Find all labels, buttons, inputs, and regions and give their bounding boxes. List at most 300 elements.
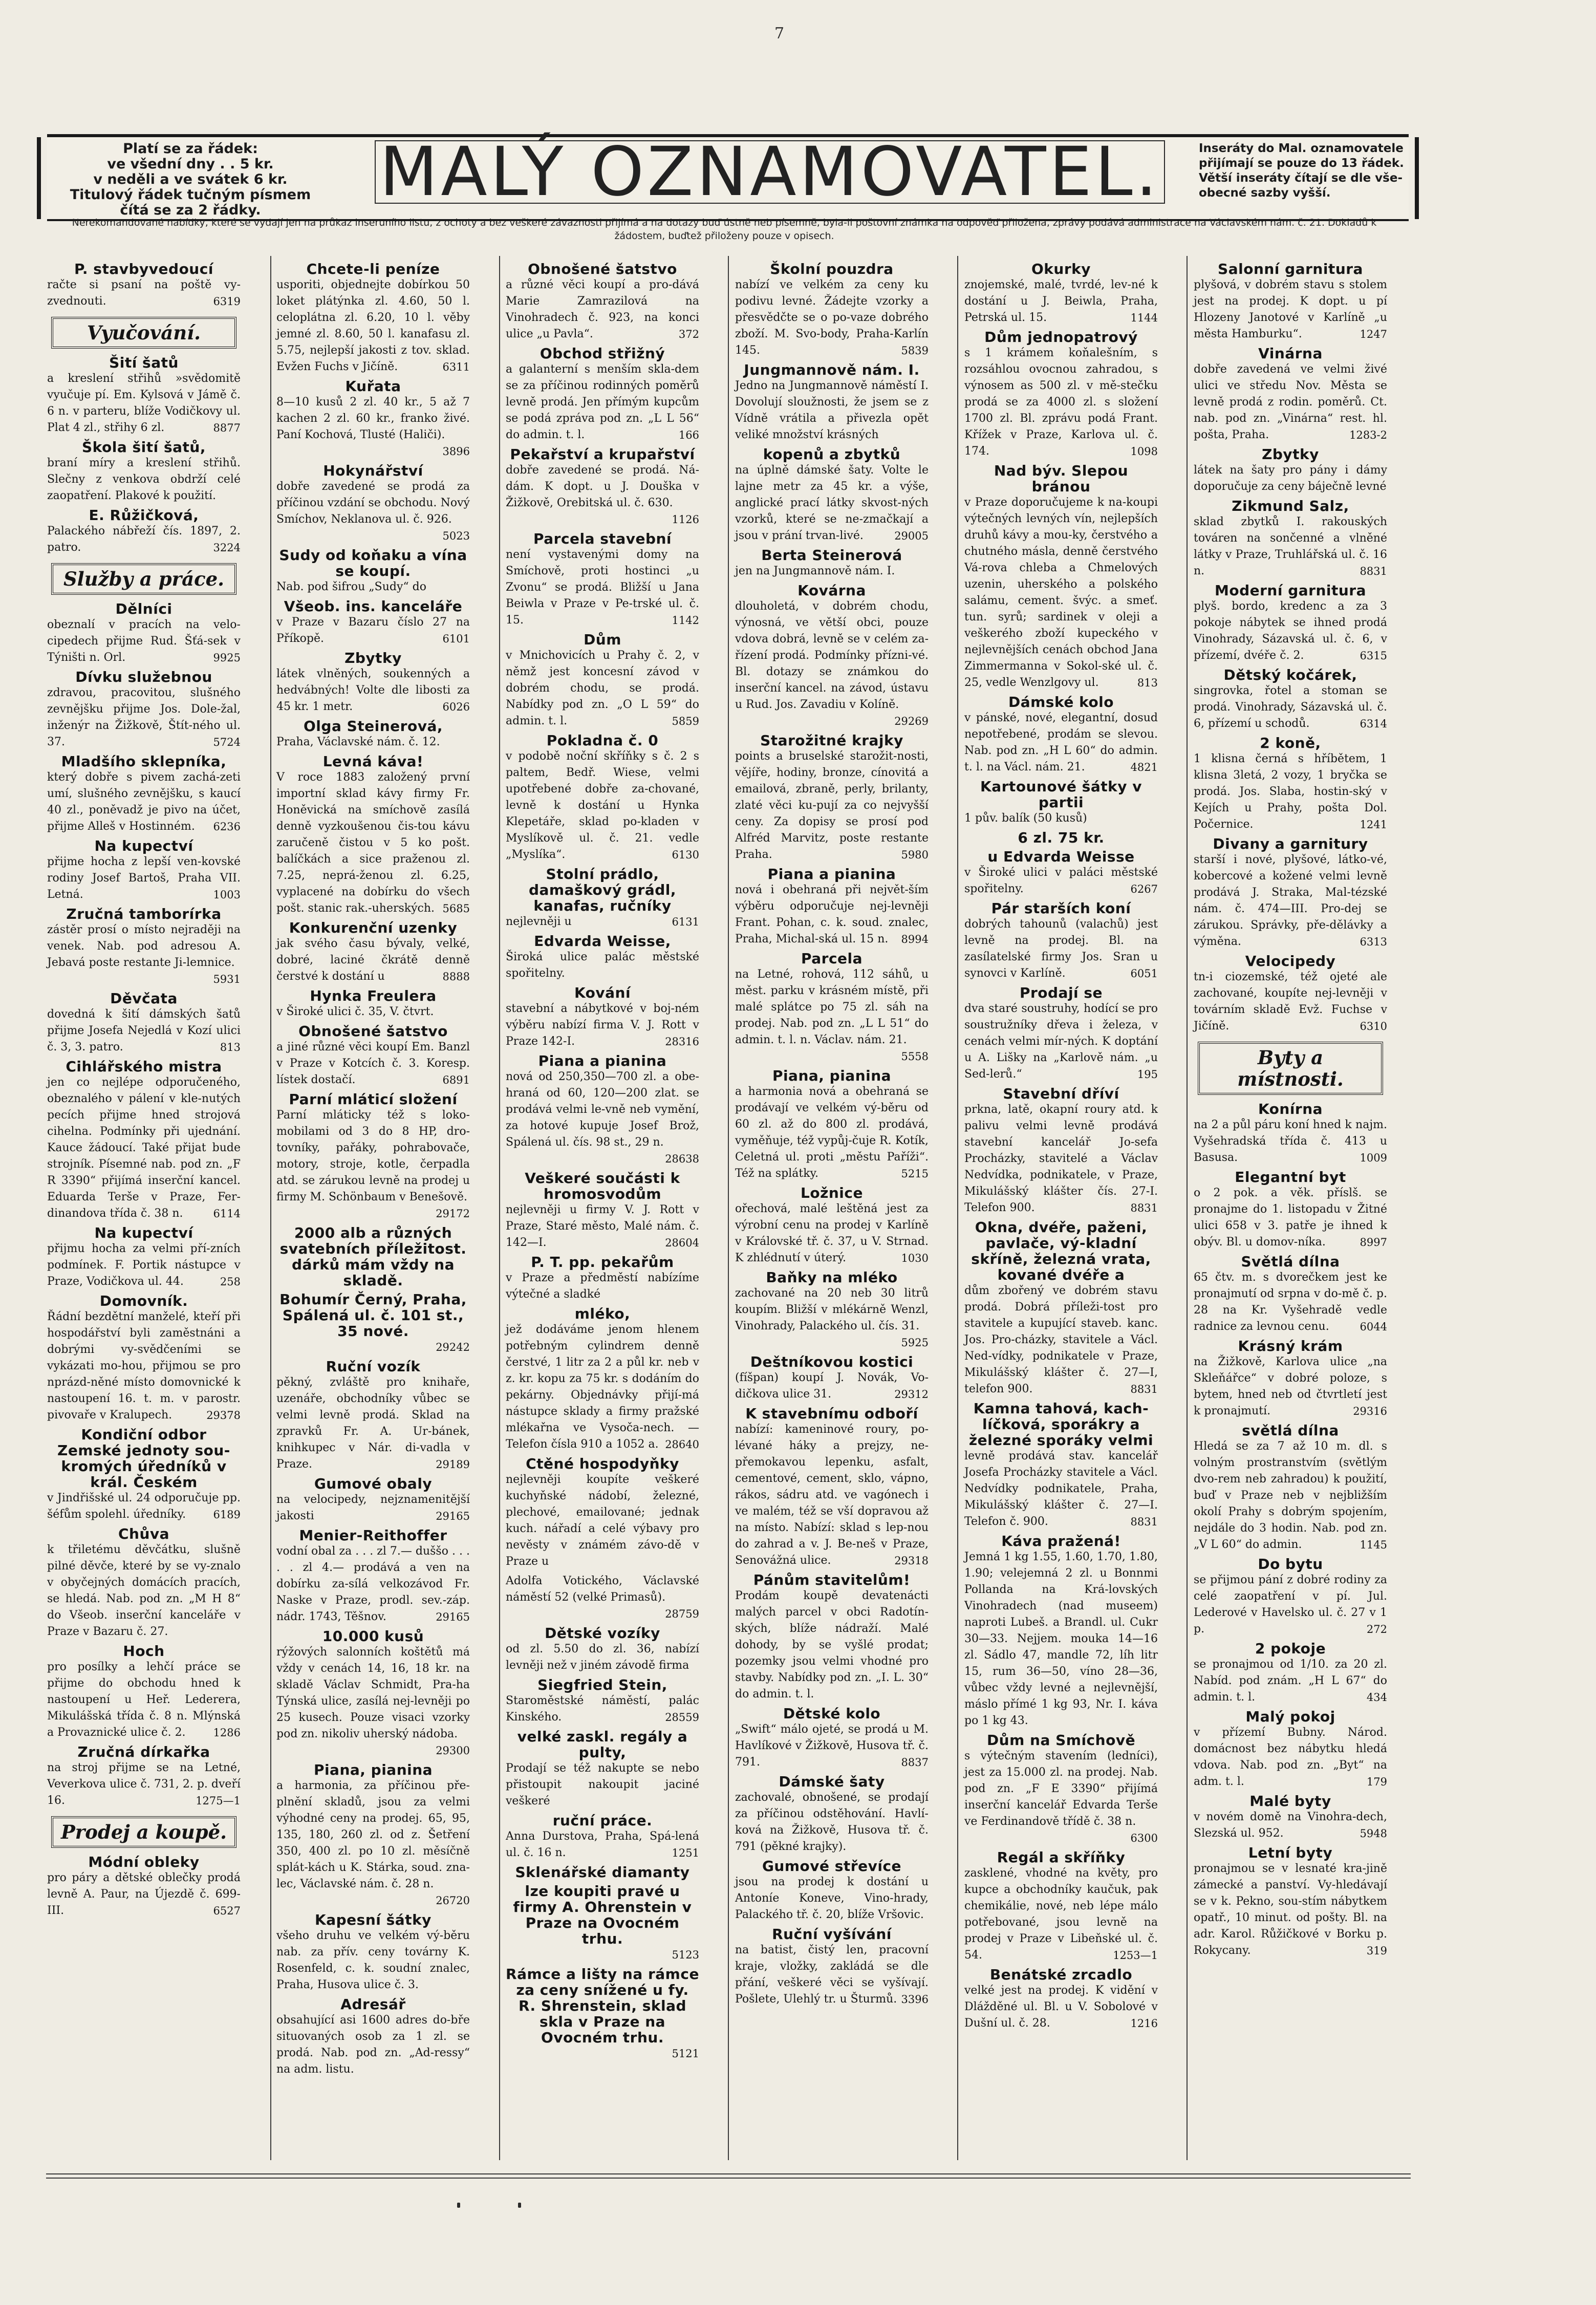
ad-code: 1142 — [672, 614, 699, 627]
ad-code: 5925 — [901, 1337, 929, 1349]
ad-code: 179 — [1366, 1776, 1387, 1788]
ad-code: 1030 — [901, 1252, 929, 1264]
ad-headline: Zručná tamborírka — [66, 906, 222, 922]
ad-code: 29378 — [206, 1409, 241, 1421]
classified-ad — [276, 1225, 470, 1288]
ad-headline: Chůva — [118, 1525, 170, 1542]
classified-ad — [735, 866, 929, 947]
ad-body: přijmu hocha za velmi pří-zních podmínek. F. Portik nástupce v Praze, Vodičkova ul. 44. — [47, 1242, 241, 1288]
classified-ad — [735, 446, 929, 544]
classified-column — [735, 261, 929, 2011]
classified-ad — [506, 1456, 699, 1570]
ad-body: nová od 250,350—700 zl. a obe-hraná od 60, 120—200 zlat. se prodává velmi le-vně neb vymění, za hotové kupuje Josef Brož, Spálená ul. čís. 98 st., 29 n. — [506, 1070, 699, 1149]
ad-code: 8994 — [901, 933, 929, 945]
ad-headline: Nad býv. Slepou bránou — [994, 462, 1129, 495]
ad-code: 6315 — [1360, 650, 1387, 662]
ad-headline: Hoch — [123, 1643, 165, 1660]
classified-ad — [47, 261, 241, 310]
ad-code: 29312 — [894, 1388, 929, 1401]
ad-headline: Regál a skříňky — [997, 1849, 1126, 1866]
ad-headline: Kování — [574, 984, 631, 1001]
classified-ad — [735, 362, 929, 443]
ad-headline: Jungmannově nám. I. — [744, 361, 920, 378]
ad-code: 6311 — [442, 361, 470, 373]
ad-code: 4821 — [1130, 761, 1158, 773]
ad-body: se přijmou pání z dobré rodiny za celé zaopatření v pí. Jul. Lederové v Havelsko ul. č. 27 v 1 p. — [1194, 1574, 1387, 1635]
classified-ad — [47, 1293, 241, 1424]
ad-body: v Praze v Bazaru číslo 27 na Příkopě. — [276, 616, 470, 645]
ad-headline: ruční práce. — [552, 1812, 653, 1829]
ad-body: dobře zavedená ve velmi živé ulici ve středu Nov. Města se levně prodá z rodin. poměrů. Ct. nab. pod zn. „Vinárna“ rest. hl. pošta, Praha. — [1194, 363, 1387, 441]
ad-headline: Olga Steinerová, — [304, 718, 443, 735]
classified-ad — [735, 1706, 929, 1771]
ad-body: v podobě noční skříňky s č. 2 s paltem, Bedř. Wiese, velmi upotřebené dobře za-chované, levně k dostání u Hynka Klepetáře, sklad po-kladen v Myslíkově ul. č. 21. vedle „Myslíka“. — [506, 750, 699, 861]
classified-ad — [506, 1813, 699, 1861]
ad-headline: světlá dílna — [1242, 1422, 1339, 1439]
classified-ad — [506, 446, 699, 528]
classified-ad — [964, 1533, 1158, 1729]
classified-column — [47, 261, 241, 1922]
ad-headline: Obnošené šatstvo — [528, 261, 677, 277]
ad-headline: Dětské vozíky — [545, 1625, 660, 1642]
ad-code: 1098 — [1130, 445, 1158, 458]
ad-headline: Zbytky — [344, 650, 402, 666]
ad-body: pronajmou se v lesnaté kra-jině zámecké a panství. Vy-hledávají se v k. Pekno, sou-stím nábytkem opatř., 10 minut. od pošty. Bl. na adr. Karol. Růžičkové v Borku p. Rokycany. — [1194, 1862, 1387, 1957]
ad-code: 29005 — [894, 530, 929, 542]
classified-ad — [964, 463, 1158, 691]
classified-ad — [506, 933, 699, 982]
ad-body: nejlevněji u — [506, 915, 572, 928]
classified-ad — [1194, 836, 1387, 950]
classified-ad — [47, 1854, 241, 1919]
ad-headline: mléko, — [574, 1305, 631, 1322]
ad-body: braní míry a kreslení střihů. Slečny z venkova obdrží celé zaopatření. Plakové k použití. — [47, 457, 241, 502]
ad-headline: 6 zl. 75 kr. — [1018, 829, 1105, 846]
ad-body: pro páry a dětské oblečky prodá levně A. Paur, na Újezdě č. 699-III. — [47, 1871, 241, 1917]
ad-code: 8837 — [901, 1756, 929, 1769]
ad-code: 5558 — [901, 1050, 929, 1063]
section-heading: Byty a místnosti. — [1198, 1042, 1383, 1095]
ad-code: 6130 — [672, 849, 699, 861]
classified-ad — [276, 1996, 470, 2078]
ad-body: na Žižkově, Karlova ulice „na Skleňářce“ v dobré poloze, s bytem, hned neb od čtvrtletí jest k pronajmutí. — [1194, 1355, 1387, 1417]
ad-body: není vystavenými domy na Smíchově, proti hostinci „u Zvonu“ se prodá. Bližší u Jana Beiwla v Praze v Pe-trské ul. č. 15. — [506, 548, 699, 627]
classified-ad — [276, 1023, 470, 1088]
classified-ad — [47, 355, 241, 436]
classified-ad — [47, 1225, 241, 1290]
ad-body: přijme hocha z lepší ven-kovské rodiny Josef Bartoš, Praha VII. Letná. — [47, 855, 241, 901]
ad-headline: Hynka Freulera — [310, 987, 437, 1004]
ad-body: v pánské, nové, elegantní, dosud nepotřebené, prodám se slevou. Nab. pod zn. „H L 60“ do admin. t. l. na Václ. nám. 21. — [964, 712, 1158, 773]
ad-headline: Deštníkovou kostici — [750, 1353, 914, 1370]
classified-ad — [506, 1573, 699, 1622]
ad-headline: Kartounové šátky v partii — [980, 778, 1142, 811]
classified-ad — [735, 1572, 929, 1703]
ad-code: 29189 — [436, 1458, 470, 1471]
ad-body: na stroj přijme se na Letné, Veverkova ulice č. 731, 2. p. dveří 16. — [47, 1761, 241, 1807]
ad-body: v Mnichovicích u Prahy č. 2, v němž jest koncesní závod v dobrém chodu, se prodá. Nabídky pod zn. „O L 59“ do admin. t. l. — [506, 649, 699, 727]
classified-ad — [276, 463, 470, 544]
ad-body: v Jindřišské ul. 24 odporučuje pp. šéfům spolehl. úředníky. — [47, 1492, 241, 1521]
ad-body: který dobře s pivem zachá-zeti umí, slušného zevnějšku, s kaucí 40 zl., poněvadž je pivo na účet, přijme Alleš v Hostinném. — [47, 771, 241, 833]
ad-code: 9925 — [213, 652, 241, 664]
classified-ad — [506, 1677, 699, 1726]
ad-body: starší i nové, plyšové, látko-vé, kobercové a kožené velmi levně prodává J. Straka, Mal-tézské nám. č. 474—III. Pro-dej se zárukou. Správky, pře-dělávky a výměna. — [1194, 853, 1387, 948]
classified-ad — [47, 838, 241, 903]
ad-headline: Ložnice — [801, 1184, 863, 1201]
ad-body: Adolfa Votického, Václavské náměstí 52 (velké Primasů). — [506, 1575, 699, 1604]
ad-headline: Šití šatů — [109, 354, 179, 371]
ad-code: 1144 — [1130, 312, 1158, 324]
ad-body: jen co nejlépe odporučeného, obeznalého v pálení v kle-nutých pecích přijme hned strojová cihelna. Podmínky při ujednání. Kauce žádoucí. Také přijat bude strojník. Písemné nab. pod zn. „F R 3390“ přijímá inserční kancel. Eduarda Terše v Praze, Fer-dinandova třída č. 38 n. — [47, 1076, 241, 1220]
classified-ad — [964, 261, 1158, 326]
classified-ad — [276, 920, 470, 985]
ad-headline: Škola šití šatů, — [81, 439, 206, 456]
masthead-rates-note: Platí se za řádek: ve všední dny . . 5 kr. v neděli a ve svátek 6 kr. Titulový řádek tučným písmem čítá se za 2 řádky. — [70, 141, 311, 218]
ad-body: zdravou, pracovitou, slušného zevnějšku přijme Jos. Dole-žal, inženýr na Žižkově, Štít-ného ul. 37. — [47, 686, 241, 748]
ad-headline: Elegantní byt — [1235, 1169, 1346, 1186]
ad-body: 65 čtv. m. s dvorečkem jest ke pronajmutí od srpna v do-mě č. p. 28 na Kr. Vyšehradě vedle radnice za levnou cenu. — [1194, 1271, 1387, 1333]
masthead-title: MALÝ OZNAMOVATEL. — [375, 140, 1165, 204]
ad-body: a kreslení střihů »svědomitě vyučuje pí. Em. Kylsová v Jámě č. 6 n. v parteru, blíže Vodičkovy ul. Plat 4 zl., střihy 6 zl. — [47, 372, 241, 434]
ad-body: na batist, čistý len, pracovní kraje, vložky, zakládá se dle přání, veškeré věci se vyšívají. Pošlete, Ulehlý tr. u Šturmů. — [735, 1944, 929, 2006]
ad-headline: Rámce a lišty na rámce za ceny snížené u fy. R. Shrenstein, sklad skla v Praze na Ovocném trhu. — [506, 1966, 699, 2046]
classified-ad — [735, 261, 929, 359]
ad-body: stavební a nábytkové v boj-ném výběru nabízí firma V. J. Rott v Praze 142-I. — [506, 1002, 699, 1048]
ad-body: a různé věci koupí a pro-dává Marie Zamrazilová na Vinohradech č. 923, na konci ulice „u Pavla“. — [506, 278, 699, 340]
ad-headline: Edvarda Weisse, — [534, 933, 671, 950]
ad-headline: Dětské kolo — [783, 1705, 881, 1722]
classified-ad — [47, 439, 241, 504]
ad-headline: Kapesní šátky — [315, 1911, 432, 1928]
ad-body: na 2 a půl páru koní hned k najm. Vyšehradská třída č. 413 u Basusa. — [1194, 1118, 1387, 1164]
ad-headline: Pár starších koní — [991, 900, 1131, 917]
classified-column — [506, 261, 699, 2065]
column-rule — [957, 256, 958, 2160]
ad-code: 1247 — [1360, 328, 1387, 340]
classified-ad — [964, 779, 1158, 827]
classified-ad — [1194, 1423, 1387, 1553]
ad-headline: Dívku služebnou — [75, 669, 212, 685]
ad-headline: 10.000 kusů — [322, 1628, 424, 1645]
classified-ad — [276, 1291, 470, 1355]
ad-body: jsou na prodej k dostání u Antoníe Koneve, Vino-hrady, Palackého tř. č. 20, blíže Vršovic. — [735, 1876, 929, 1921]
classified-ad — [735, 1858, 929, 1923]
ad-body: 1 pův. balík (50 kusů) — [964, 812, 1087, 825]
classified-ad — [735, 951, 929, 1065]
ad-headline: u Edvarda Weisse — [987, 848, 1135, 865]
ad-body: obeznalí v pracích na velo-cipedech přijme Rud. Šťá-sek v Týništi n. Orl. — [47, 618, 241, 664]
classified-ad — [47, 1427, 241, 1523]
ad-code: 8831 — [1130, 1516, 1158, 1528]
ad-code: 272 — [1366, 1623, 1387, 1635]
ad-body: nabízí ve velkém za ceny ku podivu levné. Žádejte vzorky a přesvědčte se o po-vaze dobrého zboží. M. Svo-body, Praha-Karlín 145. — [735, 278, 929, 357]
classified-ad — [276, 1912, 470, 1993]
ad-code: 195 — [1137, 1068, 1158, 1081]
ad-headline: Starožitné krajky — [760, 732, 903, 749]
classified-ad — [964, 830, 1158, 846]
ad-headline: Salonní garnitura — [1218, 261, 1363, 277]
ad-headline: Moderní garnitura — [1214, 582, 1367, 599]
ad-code: 29316 — [1353, 1405, 1387, 1417]
ad-code: 1253—1 — [1113, 1949, 1158, 1962]
ad-headline: Světlá dílna — [1241, 1253, 1340, 1270]
ad-headline: kopenů a zbytků — [763, 446, 901, 463]
ad-headline: Ctěné hospodyňky — [526, 1455, 679, 1472]
ad-code: 1216 — [1130, 2017, 1158, 2030]
ad-headline: Na kupectví — [94, 837, 193, 854]
ad-body: v Široké ulici č. 35, V. čtvrt. — [276, 1005, 434, 1018]
ad-code: 319 — [1366, 1945, 1387, 1957]
classified-ad — [506, 1625, 699, 1674]
ad-body: Nab. pod šifrou „Sudy“ do — [276, 580, 426, 593]
ad-headline: lze koupiti pravé u firmy A. Ohrenstein v Praze na Ovocném trhu. — [513, 1883, 692, 1947]
ad-code: 29172 — [436, 1208, 470, 1220]
classified-ad — [1194, 446, 1387, 495]
ad-headline: Kondiční odbor Zemské jednoty sou-kromých úředníků v král. Českém — [57, 1426, 230, 1491]
ad-headline: Konkurenční uzenky — [289, 919, 458, 936]
column-rule — [728, 256, 729, 2160]
ad-body: Prodají se též nakupte se nebo přistoupit nakoupit jaciné veškeré — [506, 1762, 699, 1807]
ad-headline: Dělníci — [115, 600, 172, 617]
ad-body: 8—10 kusů 2 zl. 40 kr., 5 až 7 kachen 2 zl. 60 kr., franko živé. Paní Kochová, Tlusté (Haliči). — [276, 396, 470, 441]
classified-ad — [735, 1269, 929, 1351]
ad-headline: Siegfried Stein, — [537, 1676, 667, 1693]
ad-body: s 1 krámem koňalešním, s rozsáhlou ovocnou zahradou, s výnosem as 500 zl. v mě-stečku prodá se za 4000 zl. s složení 1700 zl. Bl. zprávu podá Frant. Křížek v Praze, Karlova ul. č. 174. — [964, 347, 1158, 458]
classified-ad — [47, 1059, 241, 1222]
ad-code: 813 — [220, 1041, 241, 1053]
ad-headline: Benátské zrcadlo — [989, 1966, 1133, 1983]
classified-ad — [735, 547, 929, 579]
ad-headline: Divany a garnitury — [1213, 835, 1368, 852]
ad-headline: Sklenářské diamanty — [515, 1864, 690, 1881]
classified-ad — [1194, 1338, 1387, 1419]
ad-code: 28640 — [665, 1438, 699, 1451]
classified-ad — [47, 1526, 241, 1640]
ad-body: obsahující asi 1600 adres do-bře situovaných osob za 1 zl. se prodá. Nab. pod zn. „Ad-ressy“ na adm. listu. — [276, 2014, 470, 2076]
classified-ad — [735, 583, 929, 729]
ad-body: (fíšpan) koupí J. Novák, Vo-dičkova ulice 31. — [735, 1371, 929, 1401]
ad-code: 29318 — [894, 1555, 929, 1567]
ad-body: rýžových salonních koštětů má vždy v cenách 14, 16, 18 kr. na skladě Václav Schmidt, Pra-ha Týnská ulice, zasílá nej-levněji po 25 kusech. Pouze visaci vzorky pod zn. nikoliv uherský nádoba. — [276, 1646, 470, 1740]
classified-ad — [276, 1527, 470, 1625]
ad-headline: Vinárna — [1258, 345, 1323, 362]
ad-body: dva staré soustruhy, hodící se pro soustružníky dřeva i železa, v cenách velmi mír-ných. K doptání u A. Lišky na „Karlově nám. „u Sed-lerů.“ — [964, 1002, 1158, 1081]
classified-ad — [276, 547, 470, 595]
ad-headline: Parcela — [801, 950, 863, 967]
ad-code: 3896 — [442, 445, 470, 458]
ad-code: 8831 — [1130, 1202, 1158, 1214]
ad-code: 8831 — [1360, 565, 1387, 577]
classified-ad — [276, 1628, 470, 1759]
ad-body: zástěr prosí o místo nejraději na venek. Nab. pod adresou A. Jebavá poste restante Ji-lemnice. — [47, 923, 241, 969]
ad-body: k třiletému děvčátku, slušně pilné děvče, které by se vy-znalo v obyčejných domácích pracích, se hledá. Nab. pod zn. „M H 8“ do Všeob. inserční kanceláře v Praze v Bazaru č. 27. — [47, 1543, 241, 1638]
ad-headline: Kuřata — [345, 378, 401, 395]
ad-headline: Školní pouzdra — [770, 261, 894, 277]
classified-ad — [964, 329, 1158, 460]
ad-headline: Pánům stavitelům! — [753, 1571, 911, 1588]
classified-ad — [964, 849, 1158, 897]
classified-ad — [276, 1091, 470, 1222]
classified-ad — [276, 598, 470, 647]
classified-ad — [506, 1883, 699, 1963]
classified-ad — [276, 1762, 470, 1909]
classified-ad — [735, 733, 929, 863]
classified-ad — [1194, 1641, 1387, 1706]
ad-headline: Děvčata — [110, 990, 178, 1007]
ad-code: 26720 — [436, 1894, 470, 1907]
ad-headline: Zbytky — [1262, 446, 1319, 463]
ad-body: a harmonia, za příčinou pře-plnění skladů, jsou za velmi výhodné ceny na prodej. 65, 95, 135, 180, 260 zl. od z. Šetření 350, 400 zl. po 10 zl. měsíčně splát-kách u K. Stárka, soud. zna-lec, Václavské nám. č. 28 n. — [276, 1779, 470, 1890]
ad-body: dovedná k šití dámských šatů přijme Josefa Nejedlá v Kozí ulici č. 3, 3. patro. — [47, 1008, 241, 1053]
ad-headline: Bohumír Černý, Praha, Spálená ul. č. 101 st., 35 nové. — [279, 1291, 467, 1340]
ad-body: znojemské, malé, tvrdé, lev-né k dostání u J. Beiwla, Praha, Petrská ul. 15. — [964, 278, 1158, 324]
classified-ad — [506, 985, 699, 1050]
ad-code: 6527 — [213, 1905, 241, 1917]
ad-body: V roce 1883 založený první importní sklad kávy firmy Fr. Honěvická na smíchově zasílá denně vyzkoušenou čis-tou kávu zaručeně čistou v 5 ko pošt. balíčkách a sice praženou zl. 7.25, neprá-ženou zl. 6.25, vyplacené na dobírku do všech pošt. stanic rak.-uherských. — [276, 771, 470, 915]
ad-body: v novém domě na Vinohra-dech, Slezská ul. 952. — [1194, 1811, 1387, 1840]
ad-code: 6044 — [1360, 1321, 1387, 1333]
classified-ad — [1194, 953, 1387, 1035]
classified-ad — [964, 985, 1158, 1083]
ad-headline: Módní obleky — [88, 1854, 200, 1870]
classified-ad — [276, 1476, 470, 1524]
ad-headline: Baňky na mléko — [766, 1269, 898, 1286]
ad-headline: Obchod střižný — [540, 345, 665, 362]
classified-ad — [47, 990, 241, 1055]
ad-headline: Chcete-li peníze — [306, 261, 440, 277]
ad-body: o 2 pok. a věk. příslš. se pronajme do 1. listopadu v Žitné ulici 658 v 3. patře je ihned k obýv. Bl. u domov-níka. — [1194, 1187, 1387, 1248]
ad-body: jen na Jungmannově nám. I. — [735, 565, 895, 577]
ad-code: 1251 — [672, 1847, 699, 1859]
ad-code: 29242 — [436, 1341, 470, 1353]
ad-code: 6300 — [1130, 1832, 1158, 1844]
ad-body: v Široké ulici v paláci městské spořitelny. — [964, 866, 1158, 895]
ad-body: nabízí: kameninové roury, po-lévané háky a prejzy, ne-přemokavou lepenku, asfalt, cementové, cement, sklo, vápno, rákos, sádru atd. ve vagónech i ve malém, též se vší dopravou až na místo. Nabízí: sklad s lep-nou do zahrad a v. J. Be-neš v Praze, Senovážná ulice. — [735, 1423, 929, 1567]
classified-ad — [964, 900, 1158, 982]
ad-headline: Gumové obaly — [314, 1475, 433, 1492]
ad-body: sklad zbytků I. rakouských továren na sončenné a vlněné látky v Praze, Truhlářská ul. č. 16 n. — [1194, 515, 1387, 577]
ad-code: 1145 — [1360, 1539, 1387, 1551]
ad-body: látek vlněných, soukenných a hedvábných! Volte dle libosti za 45 kr. 1 metr. — [276, 667, 470, 713]
ad-code: 6319 — [213, 295, 241, 308]
ad-code: 5121 — [672, 2048, 699, 2060]
ad-code: 6236 — [213, 821, 241, 833]
ad-body: a harmonia nová a obehraná se prodávají ve velkém vý-běru od 60 zl. až do 800 zl. prodává, vyměňuje, též vypůj-čuje R. Kotík, Celetná ul. proti „městu Paříži“. Též na splátky. — [735, 1085, 929, 1180]
ad-body: Staroměstské náměstí, palác Kinského. — [506, 1694, 699, 1724]
ad-headline: Velocipedy — [1245, 953, 1336, 970]
ad-headline: Stavební dříví — [1003, 1085, 1119, 1102]
ad-body: se pronajmou od 1/10. za 20 zl. Nabíd. pod znám. „H L 67“ do admin. t. l. — [1194, 1658, 1387, 1704]
classified-ad — [506, 1170, 699, 1251]
ad-headline: Gumové střevíce — [762, 1858, 902, 1875]
ad-headline: Adresář — [340, 1996, 406, 2013]
ad-headline: Parcela stavební — [533, 530, 672, 547]
ad-headline: Letní byty — [1248, 1844, 1333, 1861]
classified-ad — [1194, 583, 1387, 664]
ad-headline: 2000 alb a různých svatebních příležitost. dárků mám vždy na skladě. — [279, 1224, 467, 1289]
classified-ad — [1194, 735, 1387, 833]
ad-body: a jiné různé věci koupí Em. Banzl v Praze v Kotcích č. 3. Koresp. lístek dostačí. — [276, 1041, 470, 1086]
ad-headline: Okurky — [1031, 261, 1091, 277]
ad-code: 5931 — [213, 973, 241, 985]
ad-body: Prodám koupě devatenácti malých parcel v obci Radotín-ských, blíže nádraží. Malé dohody, by se vyšlé prodat; pozemky jsou velmi vhodné pro stavby. Nabídky pod zn. „I. L. 30“ do admin. t. l. — [735, 1589, 929, 1700]
ad-headline: Na kupectví — [94, 1224, 193, 1241]
ad-body: tn-i ciozemské, též ojeté ale zachované, koupíte nej-levněji v továrním skladě Evž. Fuchse v Jičíně. — [1194, 971, 1387, 1032]
ad-headline: Prodají se — [1019, 984, 1103, 1001]
ad-headline: Do bytu — [1258, 1556, 1323, 1572]
ad-code: 166 — [678, 429, 699, 441]
classified-ad — [1194, 667, 1387, 732]
ad-body: zasklené, vhodné na květy, pro kupce a obchodníky kaučuk, pak chemikálie, nové, neb lépe málo potřebované, jsou levně na prodej v Praze v Libeňské ul. č. 54. — [964, 1867, 1158, 1962]
ad-body: prkna, latě, okapní roury atd. k palivu velmi levně prodává stavební kancelář Jo-sefa Procházky, stavitelé a Václav Nedvídka, podnikatele, v Praze, Mikulášský klášter čís. 27-I. Telefon 900. — [964, 1103, 1158, 1214]
ad-body: zachované na 20 neb 30 litrů koupím. Bližší v mlékárně Wenzl, Vinohrady, Palackého ul. čís. 31. — [735, 1287, 929, 1332]
administration-notice: Nerekomandované nabídky, které se vydají jen na průkaz inseruního listu, z ochoty a bez veškeré závaznosti přijímá a na dotazy buď ústně neb písemně, byla-li poštovní známka na odpověď přiložena, zprávy podává administrace na Václavském nám. č. 21. Dokladů k žádostem, buďtež přiloženy pouze v opisech. — [72, 217, 1377, 242]
ad-code: 6101 — [442, 633, 470, 645]
classified-ad — [1194, 1793, 1387, 1842]
classified-ad — [964, 1086, 1158, 1216]
ad-body: dobrých tahounů (valachů) jest levně na prodej. Bl. na zasílatelské firmy Jos. Sran u synovci v Karlíně. — [964, 918, 1158, 980]
ad-headline: 2 pokoje — [1255, 1640, 1326, 1657]
ad-body: Parní mláticky též s loko-mobilami od 3 do 8 HP, dro-tovníky, pařáky, pohrabovače, motory, stroje, kotle, čerpadla atd. se zárukou levně na prodej u firmy M. Schönbaum v Benešově. — [276, 1109, 470, 1203]
masthead-right-bracket — [1399, 137, 1419, 219]
ad-headline: K stavebnímu odboří — [745, 1405, 918, 1422]
ad-code: 8877 — [213, 422, 241, 434]
classified-ad — [506, 1966, 699, 2062]
classified-ad — [1194, 346, 1387, 443]
classified-ad — [506, 632, 699, 729]
ad-body: dobře zavedené se prodá za příčinou vzdání se obchodu. Nový Smíchov, Neklanova ul. č. 926. — [276, 480, 470, 526]
ad-code: 5215 — [901, 1168, 929, 1180]
ad-body: pěkný, zvláště pro knihaře, uzenáře, obchodníky vůbec se velmi levně prodá. Sklad na zpravků Fr. A. Ur-bánek, knihkupec v Nár. di-vadla v Praze. — [276, 1376, 470, 1471]
ad-body: v přízemí Bubny. Národ. domácnost bez nábytku hledá vdova. Nab. pod zn. „Byt“ na adm. t. l. — [1194, 1726, 1387, 1788]
classified-ad — [1194, 1709, 1387, 1790]
ad-code: 28638 — [665, 1153, 699, 1165]
ad-code: 813 — [1137, 677, 1158, 689]
section-heading: Služby a práce. — [51, 563, 236, 595]
ad-code: 29165 — [436, 1510, 470, 1522]
ad-code: 3224 — [213, 542, 241, 554]
classified-ad — [506, 1254, 699, 1303]
ad-headline: Kovárna — [797, 582, 866, 599]
classified-ad — [506, 1053, 699, 1167]
ad-headline: Veškeré součásti k hromosvodům — [525, 1170, 680, 1202]
ink-speck — [518, 2203, 521, 2208]
ad-body: dům zbořený ve dobrém stavu prodá. Dobrá příleži-tost pro stavitele a kupující staveb. kanc. Jos. Pro-cházky, stavitele a Václ. Ned-vídky, podnikatele v Praze, Mikulášský klášter č. 27—I, telefon 900. — [964, 1284, 1158, 1395]
masthead-insertion-note: Inseráty do Mal. oznamovatele přijímají se pouze do 13 řádek. Větší inseráty čítají se dle vše- obecné sazby vyšší. — [1199, 142, 1404, 200]
ad-headline: Domovník. — [99, 1292, 188, 1309]
ad-headline: Dům jednopatrový — [984, 329, 1138, 346]
classified-ad — [964, 1219, 1158, 1397]
classified-ad — [506, 261, 699, 342]
ad-code: 372 — [678, 328, 699, 340]
ad-code: 28759 — [665, 1608, 699, 1620]
ad-code: 29165 — [436, 1611, 470, 1623]
ad-headline: Piana, pianina — [772, 1067, 892, 1084]
classified-ad — [735, 1185, 929, 1266]
classified-ad — [1194, 1254, 1387, 1335]
ad-body: plyšová, v dobrém stavu s stolem jest na prodej. K dopt. u pí Hlozeny Janotové v Karlíně „u města Hamburku“. — [1194, 278, 1387, 340]
section-heading: Vyučování. — [51, 317, 236, 349]
ad-code: 1283-2 — [1349, 429, 1387, 441]
ad-code: 5724 — [213, 736, 241, 748]
ad-code: 6314 — [1360, 718, 1387, 730]
classified-ad — [964, 1732, 1158, 1846]
classified-ad — [276, 718, 470, 750]
ad-code: 5980 — [901, 849, 929, 861]
ad-body: v Praze doporučujeme k na-koupi výtečných levných vín, nejlepších druhů kávy a mou-ky, čerstvého a chutného másla, denně čerstvého Vá-rova chleba a Chmelových uzenin, uherského a polského salámu, cement. švýc. a smeť. tun. syrů; sardinek v oleji a veškerého zboží kupeckého v nejlevnějších cenách obchod Jana Zimmermanna v Sokol-ské ul. č. 25, vedle Wenzlgovy ul. — [964, 496, 1158, 689]
ad-headline: Všeob. ins. kanceláře — [284, 598, 463, 615]
